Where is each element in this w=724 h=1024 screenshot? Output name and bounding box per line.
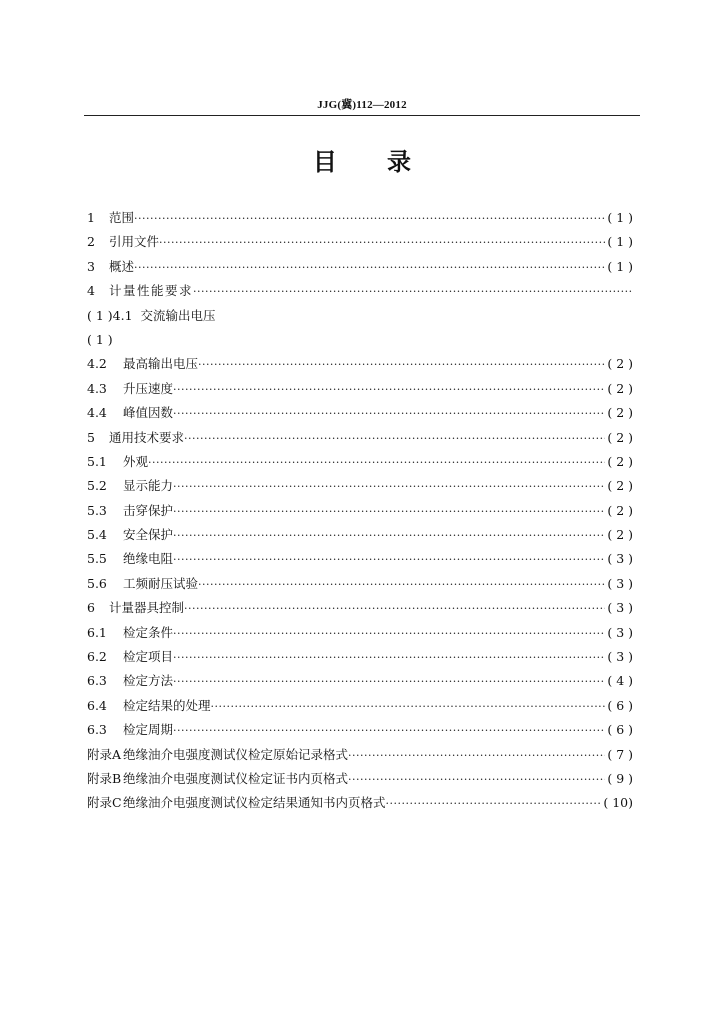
toc-entry-title: 升压速度 — [123, 380, 174, 396]
toc-leader-dots — [159, 231, 605, 254]
toc-entry-page: ( 3 ) — [607, 575, 633, 591]
document-header-code: JJG(冀)112—2012 — [317, 99, 407, 111]
toc-leader-dots — [173, 378, 605, 401]
toc-entry-title: 绝缘油介电强度测试仪检定原始记录格式 — [123, 746, 349, 762]
toc-entry-5-1[interactable] — [87, 450, 633, 474]
toc-leader-dots — [348, 744, 605, 767]
toc-entry-number: 附录C — [87, 795, 122, 811]
toc-entry-4-4[interactable] — [87, 401, 633, 425]
toc-entry-title: 显示能力 — [123, 478, 174, 494]
toc-entry-title: 峰值因数 — [123, 405, 174, 421]
toc-leader-dots — [211, 695, 606, 718]
toc-entry-number: 附录B — [87, 770, 122, 786]
toc-entry-page: ( 3 ) — [607, 551, 633, 567]
toc-entry-4-2[interactable] — [87, 352, 633, 376]
toc-leader-dots — [173, 475, 605, 498]
toc-entry-4-continued — [87, 328, 633, 352]
toc-entry-4-1[interactable] — [87, 304, 633, 328]
toc-entry-4-3[interactable] — [87, 377, 633, 401]
toc-entry-page: ( 10) — [603, 795, 633, 811]
toc-leader-dots — [148, 451, 605, 474]
toc-wrapped-line: ( 1 ) — [87, 331, 113, 347]
toc-entry-number: 附录A — [87, 746, 122, 762]
toc-entry-5-6[interactable] — [87, 572, 633, 596]
toc-entry-title: 引用文件 — [109, 234, 160, 250]
toc-entry-number: 2 — [87, 234, 95, 250]
toc-entry-page: ( 2 ) — [607, 380, 633, 396]
toc-leader-dots — [173, 646, 605, 669]
toc-entry-title: 工频耐压试验 — [123, 575, 199, 591]
header-divider — [84, 115, 640, 116]
toc-entry-title: 绝缘电阻 — [123, 551, 174, 567]
toc-entry-6-1[interactable] — [87, 621, 633, 645]
toc-entry-title: 绝缘油介电强度测试仪检定结果通知书内页格式 — [123, 795, 386, 811]
toc-entry-page: ( 2 ) — [607, 502, 633, 518]
toc-entry-number: 6 — [87, 600, 95, 616]
toc-entry-page: ( 3 ) — [607, 600, 633, 616]
toc-entry-page: ( 1 ) — [607, 234, 633, 250]
toc-entry-6-3[interactable] — [87, 669, 633, 693]
toc-entry-number: 5.4 — [87, 527, 107, 543]
toc-entry-5-3[interactable] — [87, 499, 633, 523]
toc-entry-2[interactable] — [87, 230, 633, 254]
toc-wrapped-line: ( 1 )4.1 交流输出电压 — [87, 307, 216, 323]
toc-entry-5[interactable] — [87, 426, 633, 450]
toc-leader-dots — [173, 402, 605, 425]
toc-leader-dots — [173, 500, 605, 523]
toc-leader-dots — [173, 524, 605, 547]
toc-entry-page: ( 2 ) — [607, 405, 633, 421]
toc-leader-dots — [193, 280, 633, 303]
toc-entry-page: ( 2 ) — [607, 356, 633, 372]
toc-entry-page: ( 1 ) — [607, 210, 633, 225]
toc-entry-title: 检定方法 — [123, 673, 174, 689]
toc-leader-dots — [184, 597, 605, 620]
toc-entry-title: 最高输出电压 — [123, 356, 199, 372]
toc-entry-6-3-period[interactable] — [87, 718, 633, 742]
toc-entry-number: 4.2 — [87, 356, 107, 372]
toc-leader-dots — [134, 207, 605, 230]
toc-entry-3[interactable] — [87, 255, 633, 279]
toc-entry-page: ( 4 ) — [607, 673, 633, 689]
toc-entry-page: ( 7 ) — [607, 746, 633, 762]
toc-entry-title: 安全保护 — [123, 527, 174, 543]
toc-leader-dots — [173, 548, 605, 571]
toc-entry-page: ( 3 ) — [607, 624, 633, 640]
toc-entry-4[interactable] — [87, 279, 633, 303]
toc-entry-5-4[interactable] — [87, 523, 633, 547]
toc-entry-title: 检定项目 — [123, 649, 174, 665]
toc-leader-dots — [173, 622, 605, 645]
page-title: 目 录 — [312, 147, 412, 176]
toc-entry-number: 4.4 — [87, 405, 107, 421]
toc-entry-title: 检定周期 — [123, 722, 174, 738]
toc-entry-title: 概述 — [109, 258, 135, 274]
toc-entry-number: 6.3 — [87, 673, 107, 689]
toc-entry-title: 计量器具控制 — [109, 600, 185, 616]
toc-entry-number: 3 — [87, 258, 95, 274]
toc-entry-5-2[interactable] — [87, 474, 633, 498]
toc-entry-page: ( 1 ) — [607, 258, 633, 274]
toc-entry-page: ( 2 ) — [607, 478, 633, 494]
toc-entry-number: 1 — [87, 210, 95, 225]
toc-entry-appendix-c[interactable] — [87, 791, 633, 815]
toc-leader-dots — [184, 427, 605, 450]
toc-entry-6[interactable] — [87, 596, 633, 620]
toc-entry-page: ( 6 ) — [607, 722, 633, 738]
toc-entry-page: ( 6 ) — [607, 697, 633, 713]
toc-entry-page: ( 3 ) — [607, 649, 633, 665]
toc-entry-title: 通用技术要求 — [109, 429, 185, 445]
toc-leader-dots — [386, 792, 602, 815]
table-of-contents — [87, 206, 633, 816]
toc-entry-title: 检定结果的处理 — [123, 697, 211, 713]
toc-entry-number: 6.3 — [87, 722, 107, 738]
toc-entry-number: 6.2 — [87, 649, 107, 665]
toc-entry-title: 绝缘油介电强度测试仪检定证书内页格式 — [123, 770, 349, 786]
toc-entry-title: 检定条件 — [123, 624, 174, 640]
toc-entry-1[interactable] — [87, 206, 633, 230]
toc-entry-6-4[interactable] — [87, 694, 633, 718]
toc-entry-6-2[interactable] — [87, 645, 633, 669]
toc-leader-dots — [198, 573, 605, 596]
toc-entry-number: 5 — [87, 429, 95, 445]
toc-leader-dots — [348, 768, 605, 791]
toc-entry-page: ( 2 ) — [607, 527, 633, 543]
toc-leader-dots — [173, 670, 605, 693]
toc-entry-title: 击穿保护 — [123, 502, 174, 518]
toc-entry-page: ( 2 ) — [607, 453, 633, 469]
toc-entry-number: 6.1 — [87, 624, 107, 640]
toc-entry-title: 范围 — [109, 210, 135, 225]
toc-entry-page: ( 9 ) — [607, 770, 633, 786]
toc-entry-number: 5.6 — [87, 575, 107, 591]
toc-entry-number: 5.3 — [87, 502, 107, 518]
toc-entry-appendix-b[interactable] — [87, 767, 633, 791]
toc-entry-title: 外观 — [123, 453, 149, 469]
toc-entry-title: 计量性能要求 — [109, 283, 194, 299]
toc-leader-dots — [134, 256, 605, 279]
toc-entry-number: 5.1 — [87, 453, 107, 469]
toc-entry-number: 5.2 — [87, 478, 107, 494]
toc-leader-dots — [198, 353, 605, 376]
toc-entry-appendix-a[interactable] — [87, 743, 633, 767]
toc-entry-number: 4.3 — [87, 380, 107, 396]
toc-entry-5-5[interactable] — [87, 547, 633, 571]
toc-entry-number: 5.5 — [87, 551, 107, 567]
toc-entry-number: 4 — [87, 283, 95, 299]
toc-entry-number: 6.4 — [87, 697, 107, 713]
toc-leader-dots — [173, 719, 605, 742]
toc-entry-page: ( 2 ) — [607, 429, 633, 445]
